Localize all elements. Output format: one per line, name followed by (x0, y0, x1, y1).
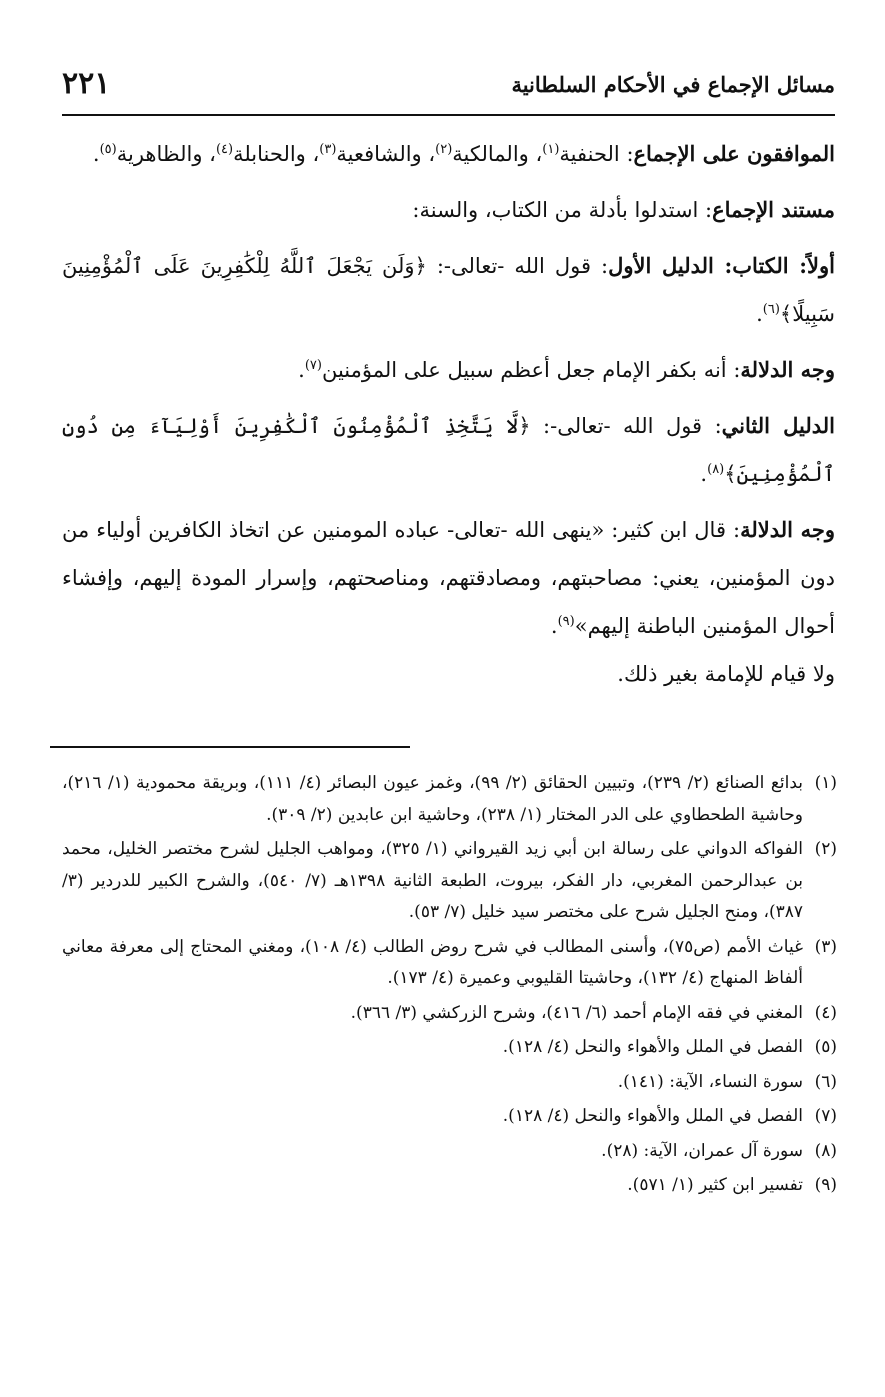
footnote-ref[interactable]: (٩) (557, 614, 575, 629)
footnote-text: تفسير ابن كثير (١/ ٥٧١). (627, 1175, 803, 1195)
running-title: مسائل الإجماع في الأحكام السلطانية (511, 72, 835, 97)
footnote-ref[interactable]: (٨) (707, 462, 725, 477)
footnote-number: (٧) (814, 1106, 837, 1126)
footnote-text: غياث الأمم (ص٧٥)، وأسنى المطالب في شرح روض الطالب (٤/ ١٠٨)، ومغني المحتاج إلى معرفة معاني ألفاظ المنهاج (٤/ ١٣٢)، وحاشيتا القليوبي وعميرة (٤/ ١٧٣). (62, 936, 803, 988)
main-text (62, 130, 835, 698)
quran-verse: ﴿لَّا يَتَّخِذِ ٱلْمُؤْمِنُونَ ٱلْكَٰفِرِينَ أَوْلِيَآءَ مِن دُونِ ٱلْمُؤْمِنِينَ﴾ (62, 414, 835, 486)
footnote-number: (٤) (814, 1002, 837, 1023)
footnote-text: سورة النساء، الآية: (١٤١). (617, 1071, 803, 1092)
paragraph-first-indication: وجه الدلالة: أنه بكفر الإمام جعل أعظم سبيل على المؤمنين$^{(٧)}$. (298, 357, 835, 382)
footnote-item (62, 1170, 837, 1202)
paragraph-first-evidence: أولاً: الكتاب: الدليل الأول: قول الله -تعالى-: ﴿وَلَن يَجْعَلَ ٱللَّهُ لِلْكَٰفِرِينَ عَلَى ٱلْمُؤْمِنِينَ سَبِيلًا﴾$^{(٦)}$. (62, 253, 835, 326)
page-number: ٢٢١ (62, 66, 111, 101)
footnote-number: (٦) (814, 1071, 837, 1092)
paragraph-consensus-supporters: الموافقون على الإجماع: الحنفية$^{(١)}$، والمالكية$^{(٢)}$، والشافعية$^{(٣)}$، والحنابلة$^{(٤)}$، والظاهرية$^{(٥)}$. (92, 141, 835, 166)
footnote-text: سورة آل عمران، الآية: (٢٨). (601, 1140, 803, 1161)
footnote-text: الفصل في الملل والأهواء والنحل (٤/ ١٢٨). (502, 1106, 803, 1126)
footnote-item (62, 932, 837, 995)
footnote-text: المغني في فقه الإمام أحمد (٦/ ٤١٦)، وشرح الزركشي (٣/ ٣٦٦). (350, 1002, 803, 1023)
footnote-divider (50, 746, 410, 748)
paragraph-consensus-basis: مستند الإجماع: استدلوا بأدلة من الكتاب، والسنة: (412, 197, 835, 222)
footnote-ref[interactable]: (٦) (762, 302, 780, 317)
footnote-number: (١) (814, 773, 837, 793)
footnotes (62, 768, 837, 1205)
footnote-ref[interactable]: (٢) (435, 142, 453, 157)
footnote-text: الفصل في الملل والأهواء والنحل (٤/ ١٢٨). (502, 1037, 803, 1057)
footnote-text: الفواكه الدواني على رسالة ابن أبي زيد القيرواني (١/ ٣٢٥)، ومواهب الجليل لشرح مختصر الخليل، محمد بن عبدالرحمن المغربي، دار الفكر، بيروت، الطبعة الثانية ١٣٩٨هـ (٧/ ٥٤٠)، والشرح الكبير للدردير (٣/ ٣٨٧)، ومنح الجليل شرح على مختصر سيد خليل (٧/ ٥٣). (62, 839, 803, 922)
footnote-item (62, 1136, 837, 1168)
section-label: وجه الدلالة (740, 357, 835, 382)
section-label: الموافقون على الإجماع (633, 141, 835, 166)
footnote-number: (٢) (814, 839, 837, 859)
footnote-number: (٨) (814, 1140, 837, 1161)
footnote-item (62, 1032, 837, 1064)
page-header (62, 66, 835, 116)
footnote-ref[interactable]: (٥) (99, 142, 117, 157)
footnote-number: (٥) (814, 1037, 837, 1057)
footnote-item (62, 998, 837, 1030)
footnote-ref[interactable]: (٣) (319, 142, 337, 157)
footnote-item (62, 834, 837, 929)
footnote-ref[interactable]: (١) (542, 142, 560, 157)
quran-verse: ﴿وَلَن يَجْعَلَ ٱللَّهُ لِلْكَٰفِرِينَ عَلَى ٱلْمُؤْمِنِينَ سَبِيلًا﴾ (62, 254, 835, 326)
footnote-number: (٩) (814, 1175, 837, 1195)
section-label: مستند الإجماع (712, 197, 835, 222)
paragraph-second-evidence: الدليل الثاني: قول الله -تعالى-: ﴿لَّا يَتَّخِذِ ٱلْمُؤْمِنُونَ ٱلْكَٰفِرِينَ أَوْلِيَآءَ مِن دُونِ ٱلْمُؤْمِنِينَ﴾$^{(٨)}$. (62, 413, 835, 486)
section-label: أولاً: الكتاب: الدليل الأول (608, 253, 835, 278)
footnote-ref[interactable]: (٤) (215, 142, 234, 157)
section-label: وجه الدلالة (740, 517, 835, 542)
paragraph-second-indication: وجه الدلالة: قال ابن كثير: «ينهى الله -تعالى- عباده المومنين عن اتخاذ الكافرين أولياء من دون المؤمنين، يعني: مصاحبتهم، ومصادقتهم، ومناصحتهم، وإسرار المودة إليهم، وإفشاء أحوال المؤمنين الباطنة إليهم»$^{(٩)}$. ولا قيام للإمامة بغير ذلك. (62, 517, 835, 686)
footnote-text: بدائع الصنائع (٢/ ٢٣٩)، وتبيين الحقائق (٢/ ٩٩)، وغمز عيون البصائر (٤/ ١١١)، وبريقة محمودية (١/ ٢١٦)، وحاشية الطحطاوي على الدر المختار (١/ ٢٣٨)، وحاشية ابن عابدين (٢/ ٣٠٩). (62, 773, 803, 825)
footnote-item (62, 1067, 837, 1099)
section-label: الدليل الثاني (721, 413, 835, 438)
footnote-item (62, 1101, 837, 1133)
footnote-ref[interactable]: (٧) (304, 358, 322, 373)
footnote-number: (٣) (814, 936, 837, 957)
footnote-item (62, 768, 837, 831)
